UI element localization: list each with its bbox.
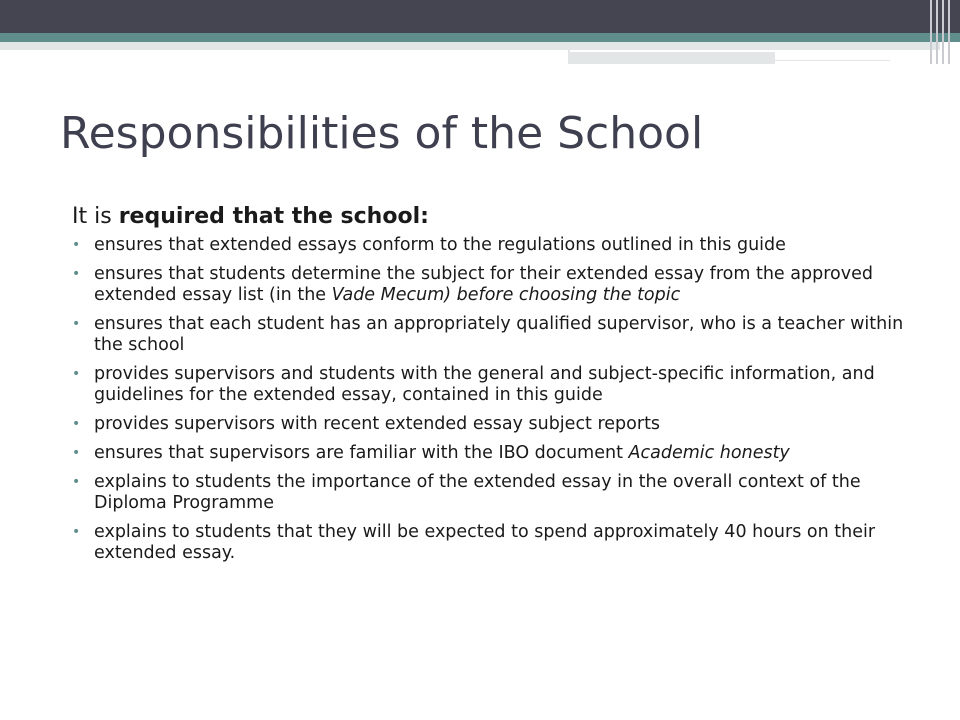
bullet-text: provides supervisors and students with the general and subject-specific information, and guidelines for the extended essay, contained in this guide	[94, 364, 875, 405]
slide-body	[72, 204, 912, 572]
bullet-text: explains to students that they will be expected to spend approximately 40 hours on their extended essay.	[94, 522, 876, 563]
bullet-icon: •	[72, 416, 81, 432]
bullet-icon: •	[72, 366, 81, 382]
slide-title: Responsibilities of the School	[60, 108, 704, 159]
bullet-text: ensures that each student has an appropriately qualified supervisor, who is a teacher within the school	[94, 314, 904, 355]
bullet-icon: •	[72, 316, 81, 332]
header-line-2	[775, 60, 890, 61]
header-gray-bar	[0, 42, 940, 50]
header-dark-bar	[0, 0, 960, 33]
intro-bold: required that the school:	[118, 204, 429, 229]
list-item	[72, 264, 912, 306]
intro-lead: It is	[72, 204, 119, 229]
bullet-italic: Academic honesty	[628, 443, 790, 463]
bullet-icon: •	[72, 237, 81, 253]
bullet-icon: •	[72, 445, 81, 461]
bullet-icon: •	[72, 474, 81, 490]
list-item	[72, 235, 912, 256]
intro-text	[72, 204, 912, 229]
list-item	[72, 443, 912, 464]
header-line	[570, 50, 888, 52]
header-gray-tab	[568, 50, 775, 64]
list-item	[72, 522, 912, 564]
list-item	[72, 314, 912, 356]
list-item	[72, 414, 912, 435]
bullet-list	[72, 235, 912, 564]
bullet-text: provides supervisors with recent extended essay subject reports	[94, 414, 661, 434]
list-item	[72, 364, 912, 406]
bullet-italic: Vade Mecum) before choosing the topic	[331, 285, 681, 305]
bullet-icon: •	[72, 266, 81, 282]
bullet-text: explains to students the importance of the extended essay in the overall context of the Diploma Programme	[94, 472, 861, 513]
header-accent-bar	[0, 33, 960, 42]
list-item	[72, 472, 912, 514]
bullet-text: ensures that students determine the subject for their extended essay from the approved extended essay list (in the	[94, 264, 873, 305]
bullet-text: ensures that extended essays conform to the regulations outlined in this guide	[94, 235, 786, 255]
bullet-text: ensures that supervisors are familiar with the IBO document	[94, 443, 629, 463]
bullet-icon: •	[72, 524, 81, 540]
